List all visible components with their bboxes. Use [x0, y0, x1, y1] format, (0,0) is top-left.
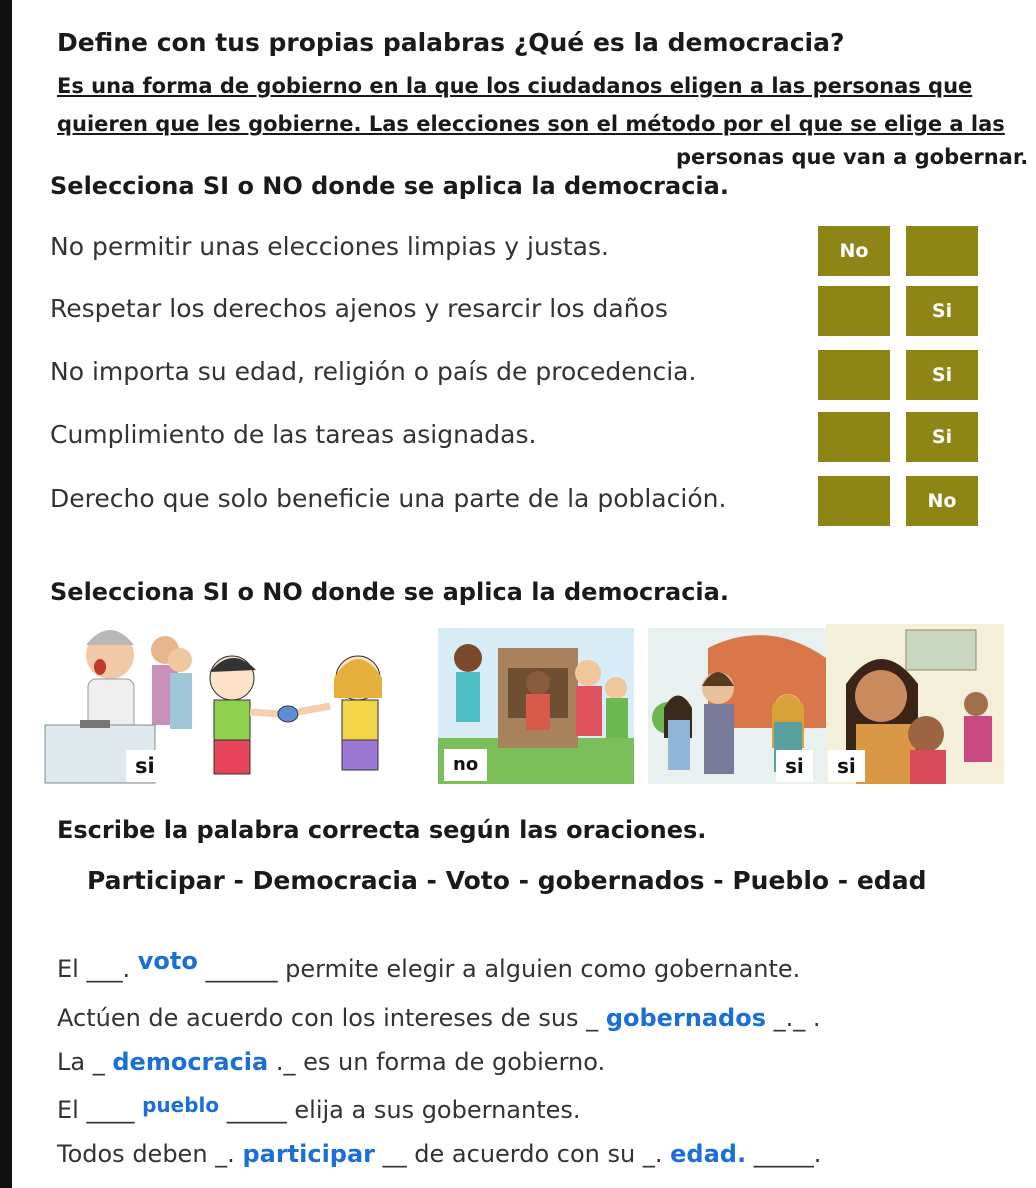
sentence-part: _._ .: [773, 1004, 821, 1032]
sentence-1: [57, 947, 801, 983]
image-label: si: [126, 750, 164, 782]
sentence-part: El ____: [57, 1096, 135, 1124]
answer-box-right[interactable]: Si: [906, 350, 978, 400]
voting-illustration: [40, 615, 200, 785]
section2-title: Selecciona SI o NO donde se aplica la democracia.: [50, 172, 729, 200]
image-label: no: [444, 749, 487, 781]
sentence-part: Actúen de acuerdo con los intereses de sus _: [57, 1004, 599, 1032]
row-text: Cumplimiento de las tareas asignadas.: [50, 420, 537, 449]
row-text: Respetar los derechos ajenos y resarcir los daños: [50, 294, 668, 323]
sentence-5: [57, 1140, 821, 1168]
answer-word: participar: [242, 1140, 376, 1168]
answer-box-right[interactable]: Si: [906, 286, 978, 336]
sentence-part: _____ elija a sus gobernantes.: [226, 1096, 581, 1124]
image-label: si: [776, 750, 813, 782]
left-edge-bar: [0, 0, 12, 1188]
answer-line-3: personas que van a gobernar.: [676, 145, 1029, 169]
row-text: No importa su edad, religión o país de procedencia.: [50, 357, 697, 386]
row-text: Derecho que solo beneficie una parte de la población.: [50, 484, 727, 513]
answer-box-left[interactable]: [818, 286, 890, 336]
answer-word: voto: [137, 947, 198, 975]
sentence-part: ______ permite elegir a alguien como gobernante.: [205, 955, 801, 983]
answer-word: gobernados: [605, 1004, 767, 1032]
answer-box-right[interactable]: [906, 226, 978, 276]
image-label: si: [828, 750, 865, 782]
answer-box-left[interactable]: No: [818, 226, 890, 276]
word-bank: Participar - Democracia - Voto - gobernados - Pueblo - edad: [87, 866, 927, 895]
answer-box-left[interactable]: [818, 476, 890, 526]
answer-box-left[interactable]: [818, 350, 890, 400]
row-text: No permitir unas elecciones limpias y justas.: [50, 232, 609, 261]
section4-title: Escribe la palabra correcta según las oraciones.: [57, 816, 707, 844]
sentence-part: Todos deben _.: [57, 1140, 235, 1168]
answer-word: democracia: [112, 1048, 269, 1076]
answer-box-left[interactable]: [818, 412, 890, 462]
sentence-2: [57, 1004, 821, 1032]
sentence-part: ._ es un forma de gobierno.: [275, 1048, 606, 1076]
sentence-3: [57, 1048, 605, 1076]
answer-box-right[interactable]: No: [906, 476, 978, 526]
answer-word: edad.: [670, 1140, 747, 1168]
answer-line-2: quieren que les gobierne. Las elecciones son el método por el que se elige a las: [57, 112, 1005, 136]
sentence-part: La _: [57, 1048, 105, 1076]
sentence-part: __ de acuerdo con su _.: [382, 1140, 663, 1168]
answer-word: pueblo: [142, 1093, 220, 1117]
sentence-part: _____.: [753, 1140, 822, 1168]
section3-title: Selecciona SI o NO donde se aplica la democracia.: [50, 578, 729, 606]
sentence-4: [57, 1093, 581, 1124]
answer-line-1: Es una forma de gobierno en la que los ciudadanos eligen a las personas que: [57, 74, 973, 98]
sentence-part: El ___.: [57, 955, 131, 983]
question1-title: Define con tus propias palabras ¿Qué es la democracia?: [57, 28, 845, 57]
answer-box-right[interactable]: Si: [906, 412, 978, 462]
kids-sharing-illustration: [200, 640, 420, 780]
